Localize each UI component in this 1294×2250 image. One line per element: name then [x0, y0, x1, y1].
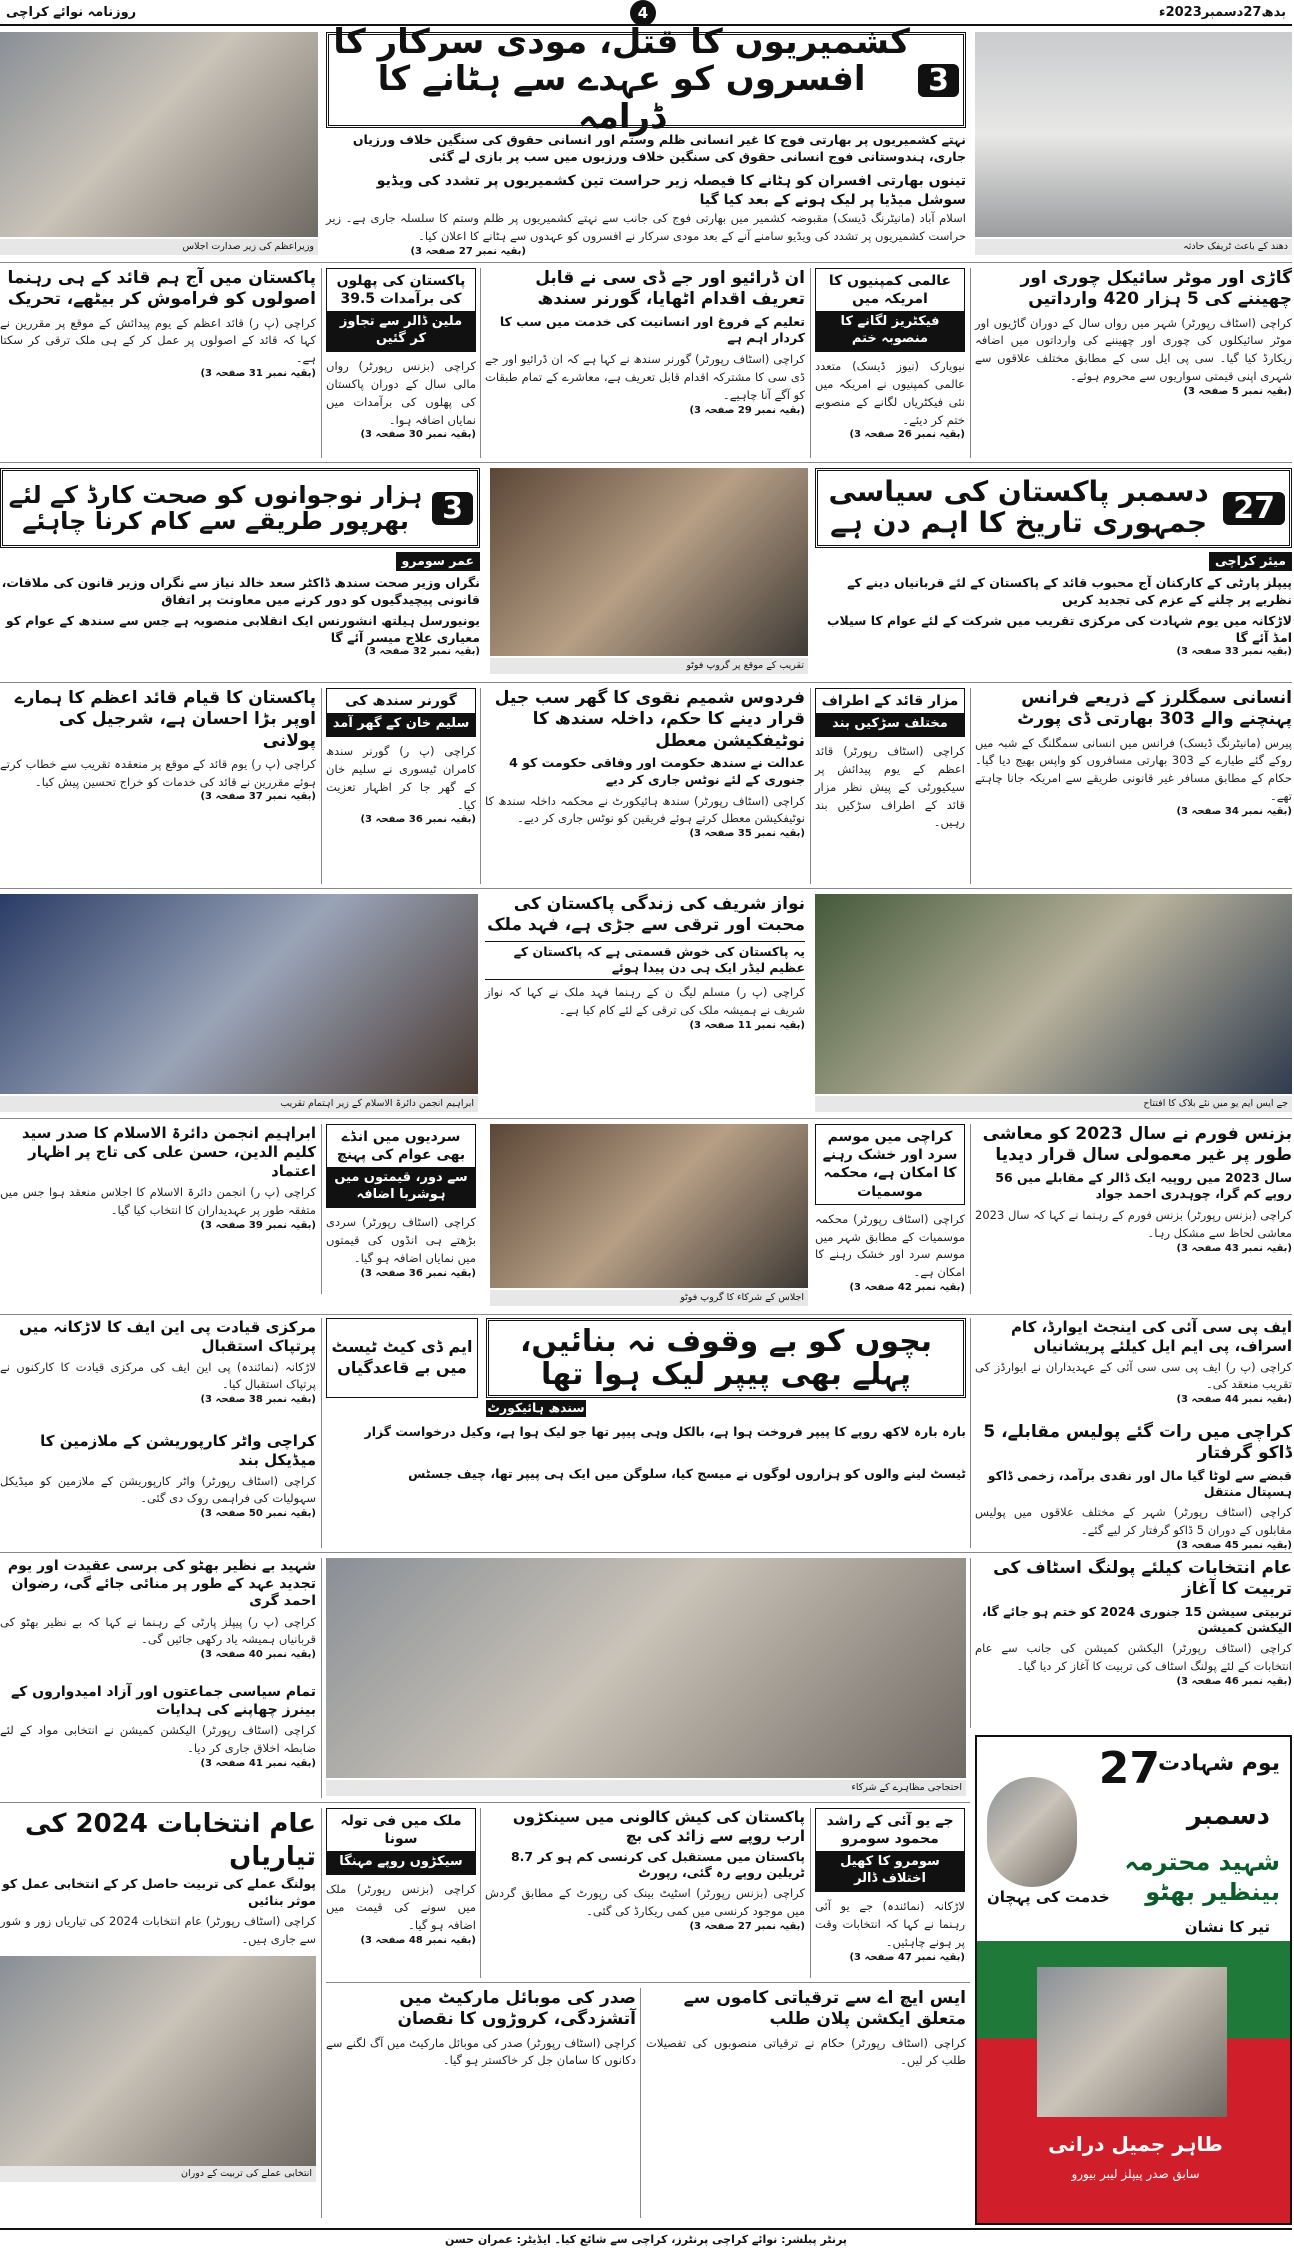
story-business-forum-body: کراچی (بزنس رپورٹر) بزنس فورم کے رہنما نے کہا کہ سال 2023 معاشی لحاظ سے مشکل رہا۔ [975, 1208, 1292, 1241]
column-rule [321, 1124, 322, 1294]
story-mazar-roads-box [815, 688, 965, 737]
column-rule [321, 1808, 322, 2218]
story-mdcat-deck: بارہ بارہ لاکھ روپے کا پیپر فروخت ہوا ہے، بالکل وہی پیپر تھا جو لیک ہوا ہے، وکیل درخواست گزار [364, 1424, 966, 1439]
story-global-companies-box [815, 268, 965, 352]
story-business-forum [975, 1124, 1292, 1294]
divider-row2 [0, 462, 1292, 463]
story-police-encounter-body: کراچی (اسٹاف رپورٹر) شہر کے مختلف علاقوں میں پولیس مقابلوں کے دوران 5 ڈاکو گرفتار کر لیے گئے۔ [975, 1505, 1292, 1538]
story-water-corporation-continue: (بقیہ نمبر 50 صفحہ 3) [200, 1508, 316, 1520]
story-pakistan-creation-headline: پاکستان کا قیام قائد اعظم کا ہمارے اوپر بڑا احسان ہے، شرجیل کی پولانی [14, 688, 316, 751]
story-anjuman-body: کراچی (پ ر) انجمن دائرۃ الاسلام کا اجلاس منعقد ہوا جس میں متفقہ طور پر عہدیداران کا انتخاب کیا گیا۔ [0, 1185, 316, 1218]
story-currency-body: کراچی (بزنس رپورٹر) اسٹیٹ بینک کی رپورٹ کے مطابق گردش میں موجود کرنسی میں کمی ریکارڈ کی گئی۔ [485, 1886, 805, 1919]
story-indrive-headline: ان ڈرائیو اور جے ڈی سی نے قابل تعریف اقدام اٹھایا، گورنر سندھ [535, 268, 805, 310]
story-fpcci-award [975, 1318, 1292, 1418]
story-benazir-anniversary [0, 1558, 316, 1680]
column-rule [970, 268, 971, 458]
story-indians-deported [975, 688, 1292, 884]
story-fahad-malik-continue: (بقیہ نمبر 11 صفحہ 3) [689, 1019, 805, 1031]
story-vehicle-theft-headline: گاڑی اور موٹر سائیکل چوری اور چھیننے کی 5 ہزار 420 وارداتیں [1020, 268, 1292, 310]
story-fruit-exports-body: کراچی (بزنس رپورٹر) رواں مالی سال کے دوران پاکستان کی پھلوں کی برآمدات میں نمایاں اضافہ ہوا۔ [326, 359, 476, 427]
story-anjuman [0, 1124, 316, 1294]
photo-row5-right [815, 894, 1292, 1094]
story-jui-somro-title: جے یو آئی کے راشد محمود سومرو [826, 1813, 954, 1848]
story-global-companies-body: نیویارک (نیوز ڈیسک) متعدد عالمی کمپنیوں نے امریکہ میں نئی فیکٹریاں لگانے کے منصوبے ختم کر دیئے۔ [815, 359, 965, 427]
column-rule [970, 1558, 971, 1728]
story-indrive-continue: (بقیہ نمبر 29 صفحہ 3) [689, 404, 805, 416]
story-mazar-roads-title: مزار قائد کے اطراف [821, 693, 959, 709]
story-mayor-deck: پیپلز پارٹی کے کارکنان آج محبوب قائد کے پاکستان کے لئے قربانیاں دینے کے نظریے پر چلنے کے عزم کی تجدید کریں [847, 574, 1292, 607]
story-gold-price [326, 1808, 476, 1978]
photo-top-right-caption: دھند کے باعث ٹریفک حادثہ [975, 239, 1292, 255]
story-indians-deported-continue: (بقیہ نمبر 34 صفحہ 3) [1176, 805, 1292, 817]
story-mdcat [326, 1318, 966, 1548]
story-water-corporation [0, 1432, 316, 1548]
divider-row3 [0, 682, 1292, 683]
lead-deck-1: نہتے کشمیریوں پر بھارتی فوج کا غیر انسانی ظلم وستم اور انسانی حقوق کی سنگین خلاف ورزیاں جاری، ہندوستانی فوج انسانی حقوق کی سنگین خلاف ورزیوں میں سب پر بازی لے گئی [352, 132, 966, 164]
story-weather-box: کراچی میں موسم سرد اور خشک رہنے کا امکان ہے، محکمہ موسمیات [815, 1124, 965, 1205]
story-jui-somro [815, 1808, 965, 1978]
story-quaid-principles-headline: پاکستان میں آج ہم قائد کے ہی رہنما اصولوں کو فراموش کر بیٹھے، تحریک [7, 268, 316, 310]
story-vehicle-theft [975, 268, 1292, 458]
story-banners-headline: تمام سیاسی جماعتوں اور آزاد امیدواروں کے بینرز چھاپنے کی ہدایات [10, 1684, 316, 1718]
story-health-headline: ہزار نوجوانوں کو صحت کارڈ کے لئے بھرپور طریقے سے کام کرنا چاہئے [8, 480, 423, 535]
story-banners [0, 1684, 316, 1798]
story-fahad-malik-headline: نواز شریف کی زندگی پاکستان کی محبت اور ترقی سے جڑی ہے، فہد ملک [487, 894, 805, 936]
story-elections-2024-subhead: پولنگ عملے کی تربیت حاصل کر کے انتخابی عمل کو موثر بنائیں [2, 1876, 316, 1908]
ad-sponsor-title: سابق صدر پیپلز لیبر بیورو [1071, 2167, 1200, 2181]
footer-imprint: پرنٹر پبلشر: نوائے کراچی پرنٹرز، کراچی سے شائع کیا۔ ایڈیٹر: عمران حسن [0, 2228, 1292, 2250]
story-pnf-body: لاڑکانہ (نمائندہ) پی این ایف کی مرکزی قیادت کا کارکنوں نے پرتپاک استقبال کیا۔ [0, 1359, 316, 1392]
story-police-encounter-subhead: قبضے سے لوٹا گیا مال اور نقدی برآمد، زخمی ڈاکو ہسپتال منتقل [987, 1467, 1292, 1500]
story-mdcat-headline: بچوں کو بے وقوف نہ بنائیں، پہلے بھی پیپر لیک ہوا تھا [519, 1324, 933, 1392]
story-gold-price-box [326, 1808, 476, 1875]
story-eggs-price-title: سردیوں میں انڈے بھی عوام کی پہنچ [336, 1129, 466, 1164]
ad-portrait [987, 1777, 1077, 1887]
story-currency-continue: (بقیہ نمبر 27 صفحہ 3) [689, 1920, 805, 1932]
story-jui-somro-band: سومرو کا کھیل اختلاف ڈالر [816, 1851, 964, 1891]
photo-top-right [975, 32, 1292, 237]
story-health-continue: (بقیہ نمبر 32 صفحہ 3) [364, 646, 480, 658]
story-gold-price-band: سیکڑوں روپے مہنگا [327, 1851, 475, 1874]
story-mayor-headline-box [815, 468, 1292, 548]
story-health-headline-number: 3 [432, 492, 473, 525]
story-health-card [0, 468, 480, 678]
photo-row5-right-caption: جے ایس ایم یو میں نئے بلاک کا افتتاح [815, 1096, 1292, 1112]
photo-row6-center [490, 1124, 808, 1288]
column-rule [640, 1988, 641, 2218]
story-mayor-headline: دسمبر پاکستان کی سیاسی جمہوری تاریخ کا اہم دن ہے [828, 475, 1209, 539]
story-mazar-roads [815, 688, 965, 884]
story-business-forum-headline: بزنس فورم نے سال 2023 کو معاشی طور پر غیر معمولی سال قرار دیدیا [982, 1124, 1292, 1166]
story-vehicle-theft-body: کراچی (اسٹاف رپورٹر) شہر میں رواں سال کے دوران گاڑیوں اور موٹر سائیکلوں کی چوری اور چھیننے کی وارداتوں میں اضافہ ریکارڈ کیا گیا۔ سی پی ایل سی کے مطابق مختلف علاقوں سے شہری اپنی قیمتی سواریوں سے محروم ہوئے۔ [975, 315, 1292, 383]
story-currency-subhead: پاکستان میں مستقبل کی کرنسی کم ہو کر 8.7 ٹریلین روپے رہ گئی، رپورٹ [510, 1848, 805, 1881]
column-rule [810, 268, 811, 458]
story-fruit-exports-box [326, 268, 476, 352]
story-firdous-continue: (بقیہ نمبر 35 صفحہ 3) [689, 828, 805, 840]
story-fpcci-body: کراچی (پ ر) ایف پی سی سی آئی کے عہدیداران نے ایوارڈز کی تقریب منعقد کی۔ [975, 1359, 1292, 1392]
story-benazir-anniversary-headline: شہید بے نظیر بھٹو کی برسی عقیدت اور یوم تجدید عہد کے طور پر منائی جائے گی، رضوان احمد گری [7, 1558, 316, 1609]
photo-row5-left-caption: ابراہیم انجمن دائرۃ الاسلام کے زیر اہتمام تقریب [0, 1096, 478, 1112]
story-eggs-price-band: سے دور، قیمتوں میں ہوشربا اضافہ [327, 1167, 475, 1207]
story-mdcat-sub: ایم ڈی کیٹ ٹیسٹ میں بے قاعدگیاں [326, 1318, 478, 1398]
story-mdcat-headline-box [486, 1318, 966, 1398]
story-polling-staff-body: کراچی (اسٹاف رپورٹر) الیکشن کمیشن کی جانب سے عام انتخابات کے لئے پولنگ اسٹاف کی تربیت کا آغاز کر دیا گیا۔ [975, 1641, 1292, 1674]
story-firdous-subhead: عدالت نے سندھ حکومت اور وفاقی حکومت کو 4 جنوری کے لئے نوٹس جاری کر دیے [509, 754, 805, 787]
story-mazar-roads-band: مختلف سڑکیں بند [816, 713, 964, 736]
story-mayor-deck-2: لاڑکانہ میں یوم شہادت کی مرکزی تقریب میں شرکت کے لئے عوام کا سیلاب امڈ آئے گا [826, 612, 1292, 645]
story-gold-price-continue: (بقیہ نمبر 48 صفحہ 3) [360, 1934, 476, 1946]
story-indians-deported-body: پیرس (مانیٹرنگ ڈیسک) فرانس میں انسانی سمگلنگ کے شبہ میں روکے گئے طیارے کے 303 بھارتی مسافروں کو واپس بھیج دیا گیا۔ حکام کے مطابق مسافر غیر قانونی طریقے سے امریکہ جانا چاہتے تھے۔ [975, 735, 1292, 803]
story-police-encounter-continue: (بقیہ نمبر 45 صفحہ 3) [1176, 1539, 1292, 1551]
story-action-plan-body: کراچی (اسٹاف رپورٹر) حکام نے ترقیاتی منصوبوں کی تفصیلات طلب کر لیں۔ [646, 2035, 966, 2068]
photo-top-left [0, 32, 318, 237]
story-quaid-principles [0, 268, 316, 458]
story-health-deck-2: یونیورسل ہیلتھ انشورنس ایک انقلابی منصوبہ ہے جس سے سندھ کے عوام کو معیاری علاج میسر آئے گا [5, 612, 480, 645]
story-mdcat-tag: سندھ ہائیکورٹ [487, 1400, 585, 1415]
story-indrive-subhead: تعلیم کے فروغ اور انسانیت کی خدمت میں سب کا کردار اہم ہے [499, 313, 805, 346]
story-pnf-larkana [0, 1318, 316, 1428]
ad-month: دسمبر [1186, 1801, 1270, 1831]
lead-continue: (بقیہ نمبر 27 صفحہ 3) [410, 246, 526, 257]
lead-headline-number: 3 [918, 64, 959, 97]
story-indrive [485, 268, 805, 458]
story-elections-2024 [0, 1808, 316, 2218]
story-governor-visit-title: گورنر سندھ کی [345, 693, 457, 709]
story-anjuman-continue: (بقیہ نمبر 39 صفحہ 3) [200, 1219, 316, 1231]
story-pakistan-creation-body: کراچی (پ ر) یوم قائد کے موقع پر منعقدہ تقریب سے خطاب کرتے ہوئے مقررین نے قائد کی خدمات کو خراج تحسین پیش کیا۔ [0, 756, 316, 789]
story-police-encounter [975, 1422, 1292, 1551]
story-water-corporation-body: کراچی (اسٹاف رپورٹر) واٹر کارپوریشن کے ملازمین کو میڈیکل سہولیات کی فراہمی روک دی گئی۔ [0, 1473, 316, 1506]
story-fahad-malik-body: کراچی (پ ر) مسلم لیگ ن کے رہنما فہد ملک نے کہا کہ نواز شریف نے ہمیشہ ملک کی ترقی کے لئے کام کیا ہے۔ [485, 985, 805, 1018]
story-weather-continue: (بقیہ نمبر 42 صفحہ 3) [849, 1282, 965, 1293]
story-polling-staff-continue: (بقیہ نمبر 46 صفحہ 3) [1176, 1675, 1292, 1687]
column-rule [321, 268, 322, 458]
ad-day: 27 [1098, 1743, 1160, 1794]
photo-top-left-caption: وزیراعظم کی زیر صدارت اجلاس [0, 239, 318, 255]
masthead-date: بدھ27دسمبر2023ء [1158, 5, 1286, 20]
story-currency [485, 1808, 805, 1978]
story-vehicle-theft-continue: (بقیہ نمبر 5 صفحہ 3) [1183, 385, 1292, 397]
story-fahad-malik-subhead: یہ پاکستان کی خوش قسمتی ہے کہ پاکستان کے عظیم لیڈر ایک ہی دن پیدا ہوئے [485, 941, 805, 981]
story-global-companies-band: فیکٹریز لگانے کا منصوبہ ختم [816, 311, 964, 351]
story-governor-visit-box [326, 688, 476, 737]
story-market-fire [326, 1988, 636, 2218]
story-fruit-exports-title: پاکستان کی پھلوں کی برآمدات 39.5 [336, 273, 466, 308]
story-benazir-anniversary-continue: (بقیہ نمبر 40 صفحہ 3) [200, 1649, 316, 1661]
ad-tag-1: خدمت کی پہچان [987, 1888, 1110, 1906]
story-fpcci-headline: ایف پی سی آئی کی اینجٹ ایوارڈ، کام اسراف، پی ایم ایل کیلئے پریشانیاں [1010, 1318, 1292, 1355]
photo-row8-center-caption: احتجاجی مظاہرے کے شرکاء [326, 1780, 966, 1796]
story-quaid-principles-body: کراچی (پ ر) قائد اعظم کے یوم پیدائش کے موقع پر مقررین نے کہا کہ قائد کے اصولوں پر عمل کر کے ہی ملک ترقی کر سکتا ہے۔ [0, 315, 316, 366]
ppp-advertisement [975, 1735, 1292, 2225]
photo-elections-2024-caption: انتخابی عملے کی تربیت کے دوران [0, 2166, 316, 2182]
divider-row6 [0, 1314, 1292, 1315]
story-global-companies [815, 268, 965, 458]
story-eggs-price-box [326, 1124, 476, 1208]
story-gold-price-title: ملک میں فی تولہ سونا [340, 1813, 462, 1848]
story-quaid-principles-continue: (بقیہ نمبر 31 صفحہ 3) [200, 367, 316, 379]
divider-row7 [0, 1552, 1292, 1553]
photo-row6-center-caption: اجلاس کے شرکاء کا گروپ فوٹو [490, 1290, 808, 1306]
lead-headline: کشمیریوں کا قتل، مودی سرکار کا افسروں کو عہدے سے ہٹانے کا ڈرامہ [333, 21, 910, 137]
column-rule [970, 1124, 971, 1294]
story-eggs-price-body: کراچی (اسٹاف رپورٹر) سردی بڑھتے ہی انڈوں کی قیمتوں میں نمایاں اضافہ ہو گیا۔ [326, 1215, 476, 1265]
story-indians-deported-headline: انسانی سمگلرز کے ذریعے فرانس پہنچنے والے 303 بھارتی ڈی پورٹ [1017, 688, 1292, 730]
story-mayor-headline-number: 27 [1223, 492, 1285, 525]
story-weather [815, 1124, 965, 1294]
story-banners-continue: (بقیہ نمبر 41 صفحہ 3) [200, 1757, 316, 1769]
column-rule [321, 1558, 322, 1798]
story-governor-visit-body: کراچی (پ ر) گورنر سندھ کامران ٹیسوری نے سلیم خان کے گھر جا کر اظہار تعزیت کیا۔ [326, 744, 476, 812]
story-mayor-tag: میئر کراچی [1209, 552, 1292, 571]
story-market-fire-body: کراچی (اسٹاف رپورٹر) صدر کی موبائل مارکیٹ میں آگ لگنے سے دکانوں کا سامان جل کر خاکستر ہو گیا۔ [326, 2035, 636, 2068]
story-anjuman-headline: ابراہیم انجمن دائرۃ الاسلام کا صدر سید کلیم الدین، حسن علی کی تاج پر اظہار اعتماد [21, 1124, 316, 1180]
page-number: 4 [630, 0, 656, 26]
story-health-tag: عمر سومرو [396, 552, 480, 571]
column-rule [321, 1318, 322, 1548]
divider-row9 [326, 1982, 970, 1983]
story-jui-somro-box [815, 1808, 965, 1892]
story-weather-body: کراچی (اسٹاف رپورٹر) محکمہ موسمیات کے مطابق شہر میں موسم سرد اور خشک رہنے کا امکان ہے۔ [815, 1211, 965, 1280]
story-jui-somro-body: لاڑکانہ (نمائندہ) جے یو آئی رہنما نے کہا کہ انتخابات وقت پر ہونے چاہئیں۔ [815, 1899, 965, 1949]
story-police-encounter-headline: کراچی میں رات گئے پولیس مقابلے، 5 ڈاکو گرفتار [983, 1422, 1292, 1464]
divider-row1 [0, 262, 1292, 263]
story-fruit-exports [326, 268, 476, 458]
column-rule [480, 1808, 481, 1978]
column-rule [810, 1808, 811, 1978]
story-business-forum-subhead: سال 2023 میں روپیہ ایک ڈالر کے مقابلے میں 56 روپے کم گرا، چوہدری احمد جواد [995, 1169, 1292, 1202]
story-firdous-headline: فردوس شمیم نقوی کا گھر سب جیل قرار دینے کا حکم، داخلہ سندھ کا نوٹیفکیشن معطل [494, 688, 805, 751]
story-health-headline-box [0, 468, 480, 548]
story-eggs-price-continue: (بقیہ نمبر 36 صفحہ 3) [360, 1267, 476, 1279]
column-rule [970, 688, 971, 884]
story-indrive-body: کراچی (اسٹاف رپورٹر) گورنر سندھ نے کہا ہے کہ ان ڈرائیو اور جے ڈی سی کا مشترکہ اقدام قابل تعریف ہے، معاشرے کے تمام طبقات کو آگے آنا چاہیے۔ [485, 352, 805, 402]
story-polling-staff [975, 1558, 1292, 1728]
ad-top-label: یوم شہادت [1157, 1751, 1280, 1776]
lead-story [326, 21, 966, 257]
lead-deck-2: تینوں بھارتی افسران کو ہٹانے کا فیصلہ زیر حراست تین کشمیریوں پر تشدد کی ویڈیو سوشل میڈیا پر لیک ہونے کے بعد کیا گیا [376, 173, 966, 208]
column-rule [321, 688, 322, 884]
photo-row3-center [490, 468, 808, 656]
story-polling-staff-subhead: تربیتی سیشن 15 جنوری 2024 کو ختم ہو جائے گا، الیکشن کمیشن [982, 1603, 1292, 1636]
story-market-fire-headline: صدر کی موبائل مارکیٹ میں آتشزدگی، کروڑوں کا نقصان [397, 1988, 636, 2030]
story-elections-2024-headline: عام انتخابات 2024 کی تیاریاں [25, 1809, 316, 1872]
lead-body: اسلام آباد (مانیٹرنگ ڈیسک) مقبوضہ کشمیر میں بھارتی فوج کی جانب سے نہتے کشمیریوں پر ظلم وستم کا سلسلہ جاری ہے۔ زیر حراست کشمیریوں پر تشدد کی ویڈیو سامنے آنے کے بعد مودی سرکار نے افسروں کو عہدوں سے ہٹانے کا اعلان کیا۔ [326, 211, 966, 243]
divider-row5 [0, 1118, 1292, 1119]
story-health-deck: نگراں وزیر صحت سندھ ڈاکٹر سعد خالد نیاز سے نگراں وزیر قانون کی ملاقات، قانونی پیچیدگیوں کو دور کرنے میں معاونت پر اتفاق [1, 574, 480, 607]
column-rule [480, 268, 481, 458]
ad-sponsor-photo [1037, 1967, 1227, 2117]
story-firdous-body: کراچی (اسٹاف رپورٹر) سندھ ہائیکورٹ نے محکمہ داخلہ سندھ کا نوٹیفکیشن معطل کرتے ہوئے فریقین کو نوٹس جاری کر دیے۔ [485, 793, 805, 826]
ad-tag-2: تیر کا نشان [1184, 1918, 1270, 1936]
story-pakistan-creation [0, 688, 316, 884]
story-fahad-malik [485, 894, 805, 1114]
story-global-companies-title: عالمی کمپنیوں کا امریکہ میں [828, 273, 952, 308]
story-governor-visit-continue: (بقیہ نمبر 36 صفحہ 3) [360, 814, 476, 826]
ad-name: شہید محترمہ بینظیر بھٹو [1124, 1848, 1280, 1906]
ad-sponsor-name: طاہر جمیل درانی [1048, 2132, 1223, 2156]
story-fpcci-continue: (بقیہ نمبر 44 صفحہ 3) [1176, 1394, 1292, 1406]
story-action-plan-headline: ایس ایچ اے سے ترقیاتی کاموں سے متعلق ایکشن پلان طلب [683, 1988, 966, 2030]
story-action-plan [646, 1988, 966, 2218]
photo-row5-left [0, 894, 478, 1094]
story-governor-visit [326, 688, 476, 884]
photo-row3-center-caption: تقریب کے موقع پر گروپ فوٹو [490, 658, 808, 674]
column-rule [810, 688, 811, 884]
story-elections-2024-body: کراچی (اسٹاف رپورٹر) عام انتخابات 2024 کی تیاریاں زور و شور سے جاری ہیں۔ [0, 1913, 317, 1946]
story-benazir-anniversary-body: کراچی (پ ر) پیپلز پارٹی کے رہنما نے کہا کہ بے نظیر بھٹو کی قربانیاں ہمیشہ یاد رکھی جائیں گی۔ [0, 1614, 316, 1647]
story-pnf-continue: (بقیہ نمبر 38 صفحہ 3) [200, 1394, 316, 1406]
story-pakistan-creation-continue: (بقیہ نمبر 37 صفحہ 3) [200, 791, 316, 803]
lead-headline-box [326, 21, 966, 137]
story-mayor-continue: (بقیہ نمبر 33 صفحہ 3) [1176, 646, 1292, 658]
column-rule [480, 688, 481, 884]
photo-row8-center [326, 1558, 966, 1778]
masthead-paper-name: روزنامہ نوائے کراچی [6, 5, 137, 20]
story-eggs-price [326, 1124, 476, 1294]
story-global-companies-continue: (بقیہ نمبر 26 صفحہ 3) [849, 429, 965, 441]
story-fruit-exports-continue: (بقیہ نمبر 30 صفحہ 3) [360, 429, 476, 441]
story-mdcat-deck-2: ٹیسٹ لینے والوں کو ہزاروں لوگوں نے میسج کیا، سلوگن میں ایک ہی پیپر تھا، چیف جسٹس [408, 1466, 966, 1481]
story-mazar-roads-body: کراچی (اسٹاف رپورٹر) قائد اعظم کے یوم پیدائش پر سیکیورٹی کے پیش نظر مزار قائد کے اطراف سڑکیں بند رہیں۔ [815, 744, 965, 830]
story-pnf-headline: مرکزی قیادت پی این ایف کا لاڑکانہ میں پرتپاک استقبال [19, 1318, 316, 1355]
story-mayor-27-dec [815, 468, 1292, 678]
story-water-corporation-headline: کراچی واٹر کارپوریشن کے ملازمین کا میڈیکل بند [40, 1432, 316, 1469]
story-jui-somro-continue: (بقیہ نمبر 47 صفحہ 3) [849, 1951, 965, 1963]
story-banners-body: کراچی (اسٹاف رپورٹر) الیکشن کمیشن نے انتخابی مواد کے لئے ضابطہ اخلاق جاری کر دیا۔ [0, 1723, 316, 1755]
story-currency-headline: پاکستان کی کیش کالونی میں سینکڑوں ارب روپے سے زائد کی بچ [512, 1808, 805, 1845]
column-rule [970, 1318, 971, 1548]
divider-row4 [0, 888, 1292, 889]
story-fruit-exports-band: ملین ڈالر سے تجاوز کر گئیں [327, 311, 475, 351]
photo-elections-2024 [0, 1956, 316, 2166]
story-business-forum-continue: (بقیہ نمبر 43 صفحہ 3) [1176, 1242, 1292, 1254]
story-firdous-shamim [485, 688, 805, 884]
story-polling-staff-headline: عام انتخابات کیلئے پولنگ اسٹاف کی تربیت کا آغاز [993, 1558, 1292, 1600]
story-gold-price-body: کراچی (بزنس رپورٹر) ملک میں سونے کی قیمت میں اضافہ ہو گیا۔ [326, 1882, 476, 1932]
story-governor-visit-band: سلیم خان کے گھر آمد [327, 713, 475, 736]
divider-row8 [0, 1802, 970, 1803]
